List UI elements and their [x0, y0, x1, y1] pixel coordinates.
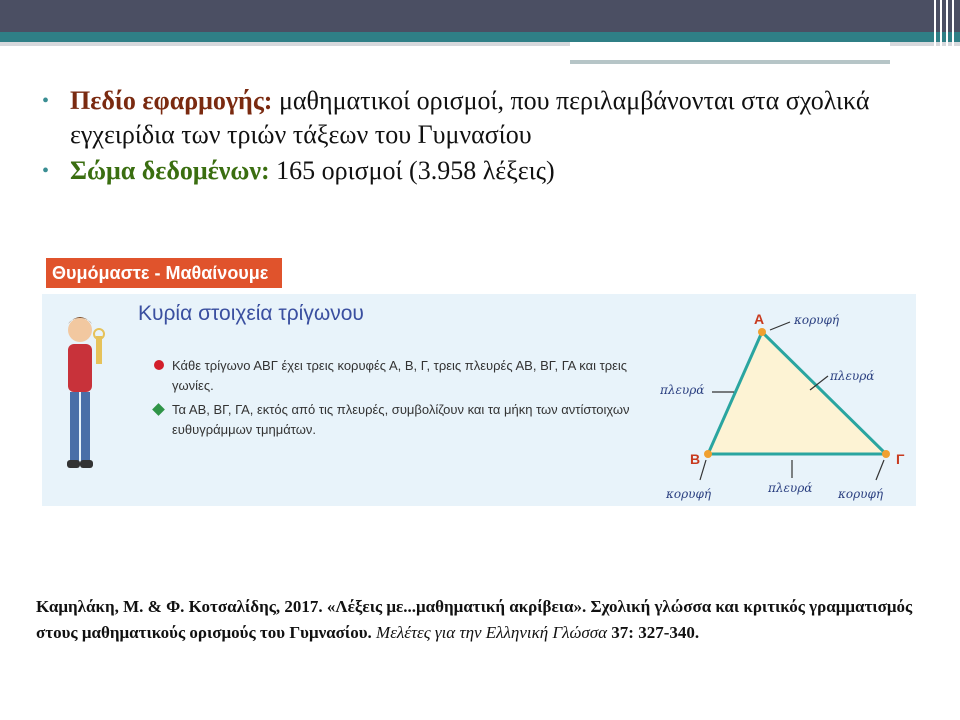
citation: [36, 594, 916, 646]
corpus-text: 165 ορισμοί (3.958 λέξεις): [269, 156, 555, 185]
label-bottom-left-vertex: κορυφή: [666, 487, 712, 501]
citation-volume-pages: 37: 327-340.: [607, 623, 700, 642]
vertex-a-label: Α: [754, 311, 765, 327]
label-left-side: πλευρά: [660, 383, 705, 397]
textbook-point-2: [172, 400, 662, 440]
label-right-side: πλευρά: [830, 369, 875, 383]
textbook-point-2-text: Τα ΑΒ, ΒΓ, ΓΑ, εκτός από τις πλευρές, συμβολίζουν και τα μήκη των αντίστοιχων ευθυγράμμων τμημάτων.: [172, 402, 630, 437]
slide-top-bar: [0, 0, 960, 32]
textbook-excerpt: [42, 258, 916, 508]
vertex-c-dot: [882, 450, 890, 458]
vertex-c-label: Γ: [896, 451, 905, 467]
citation-journal: Μελέτες για την Ελληνική Γλώσσα: [376, 623, 608, 642]
textbook-header: Θυμόμαστε - Μαθαίνουμε: [46, 258, 282, 288]
student-figure-icon: [50, 308, 110, 504]
arrow-bottom-left: [700, 460, 706, 480]
vertex-a-dot: [758, 328, 766, 336]
citation-authors-title: Καμηλάκη, Μ. & Φ. Κοτσαλίδης, 2017. «Λέξεις με...μαθηματική ακρίβεια». Σχολική γλώσσα και κριτικός γραμματισμός στους μαθηματικούς ορισμούς του Γυμνασίου.: [36, 597, 913, 642]
bullet-list: [42, 84, 932, 190]
vertex-b-dot: [704, 450, 712, 458]
red-dot-icon: [154, 360, 164, 370]
corpus-term: Σώμα δεδομένων:: [70, 156, 270, 185]
slide-accent-bar: [0, 32, 960, 42]
arrow-top: [770, 322, 790, 330]
label-bottom-side: πλευρά: [768, 481, 813, 495]
corner-decoration: [930, 0, 960, 50]
bullet-icon: •: [42, 90, 50, 112]
bullet-item-scope: [42, 84, 932, 152]
triangle-diagram: [660, 302, 912, 508]
label-bottom-right-vertex: κορυφή: [838, 487, 884, 501]
bullet-icon: •: [42, 160, 50, 182]
label-top-vertex: κορυφή: [794, 313, 840, 327]
bullet-item-corpus: [42, 154, 932, 188]
textbook-point-1: [172, 356, 662, 396]
vertex-b-label: Β: [690, 451, 701, 467]
triangle-shape: [708, 332, 886, 454]
textbook-point-1-text: Κάθε τρίγωνο ΑΒΓ έχει τρεις κορυφές Α, Β, Γ, τρεις πλευρές ΑΒ, ΒΓ, ΓΑ και τρεις γωνίες.: [172, 358, 628, 393]
scope-term: Πεδίο εφαρμογής:: [70, 86, 273, 115]
scope-text: μαθηματικοί ορισμοί, που περιλαμβάνονται στα σχολικά εγχειρίδια των τριών τάξεων του Γυμνασίου: [70, 86, 870, 149]
textbook-title: Κυρία στοιχεία τρίγωνου: [138, 302, 364, 325]
slide-tab-line: [570, 60, 890, 64]
arrow-bottom-right: [876, 460, 884, 480]
